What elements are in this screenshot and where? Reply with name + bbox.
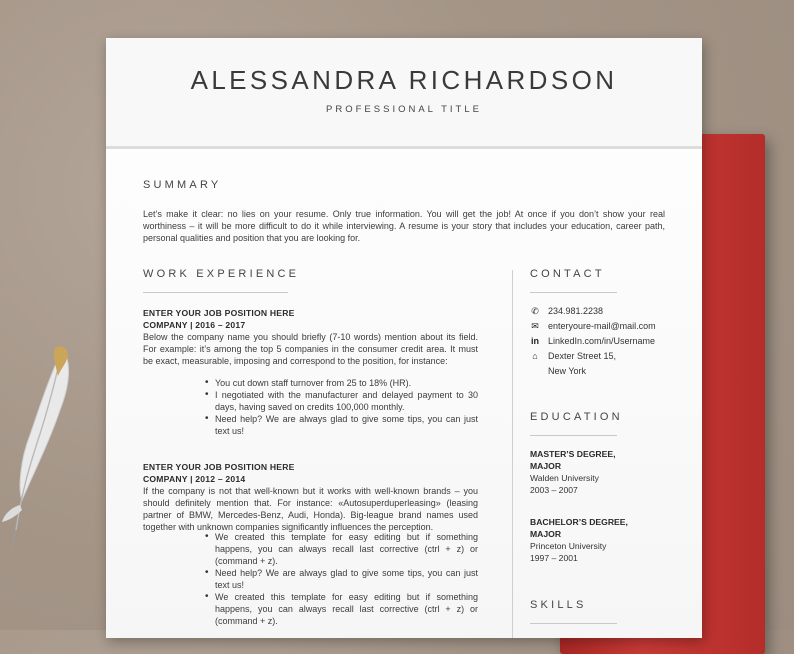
contact-linkedin bbox=[530, 334, 655, 348]
degree-title: BACHELOR’S DEGREE, bbox=[530, 517, 628, 527]
resume-page bbox=[106, 38, 702, 638]
school-years: 1997 – 2001 bbox=[530, 553, 578, 563]
contact-address bbox=[530, 349, 616, 363]
contact-divider bbox=[530, 292, 617, 293]
phone-icon: ✆ bbox=[531, 306, 539, 316]
resume-header bbox=[106, 38, 702, 149]
contact-email-text: enteryoure-mail@mail.com bbox=[548, 321, 656, 331]
contact-address-line2: New York bbox=[548, 366, 587, 376]
work-experience-divider bbox=[143, 292, 288, 293]
job-bullets bbox=[215, 531, 478, 627]
job-bullet: • You cut down staff turnover from 25 to 18% (HR). bbox=[215, 377, 478, 389]
job-bullet: • I negotiated with the manufacturer and delayed payment to 30 days, having saved on credits 100,000 monthly. bbox=[215, 389, 478, 413]
degree-title: MASTER’S DEGREE, bbox=[530, 449, 616, 459]
job-bullet: • We created this template for easy editing but if something happens, you can always recall last corrective (ctrl + z) or (command + z). bbox=[215, 531, 478, 567]
school-years: 2003 – 2007 bbox=[530, 485, 578, 495]
candidate-name: ALESSANDRA RICHARDSON bbox=[190, 65, 618, 95]
job-bullet: • We created this template for easy editing but if something happens, you can always recall last corrective (ctrl + z) or (command + z). bbox=[215, 591, 478, 627]
linkedin-icon: in bbox=[531, 336, 539, 346]
education-heading: EDUCATION bbox=[530, 411, 623, 423]
degree-major: MAJOR bbox=[530, 529, 562, 539]
home-icon: ⌂ bbox=[532, 351, 538, 361]
education-divider bbox=[530, 435, 617, 436]
skills-divider bbox=[530, 623, 617, 624]
job-description: Below the company name you should briefly (7-10 words) mention about its field. For example: it’s among the top 5 companies in the consumer credit area. It must be exact, measurable, imposing and correspond to the position, for instance: bbox=[143, 332, 478, 366]
feather-icon bbox=[0, 340, 90, 560]
job-company: COMPANY | 2012 – 2014 bbox=[143, 474, 246, 484]
envelope-icon: ✉ bbox=[531, 321, 539, 331]
school-name: Walden University bbox=[530, 473, 599, 483]
job-description: If the company is not that well-known but it works with well-known brands – you should definitely mention that. For instance: «Autosuperduperleasing» (leasing partner of BMW, Mercedes-Benz, Audi, Honda). Big-league brand names used together with unknown companies significantly influences the perception. bbox=[143, 486, 478, 532]
job-position: ENTER YOUR JOB POSITION HERE bbox=[143, 462, 295, 472]
contact-linkedin-text: LinkedIn.com/in/Username bbox=[548, 336, 656, 346]
job-bullets bbox=[215, 377, 478, 437]
job-position: ENTER YOUR JOB POSITION HERE bbox=[143, 308, 295, 318]
contact-address-2 bbox=[530, 364, 586, 378]
summary-heading: SUMMARY bbox=[143, 179, 222, 191]
education-entry bbox=[530, 516, 628, 564]
education-entry bbox=[530, 448, 615, 496]
job-company: COMPANY | 2016 – 2017 bbox=[143, 320, 246, 330]
school-name: Princeton University bbox=[530, 541, 607, 551]
professional-title: PROFESSIONAL TITLE bbox=[326, 104, 482, 115]
contact-address-line1: Dexter Street 15, bbox=[548, 351, 617, 361]
summary-text: Let’s make it clear: no lies on your resume. Only true information. You will get the job! At once if you don’t show your real worthiness – it will be more difficult to do it while interviewing. A resume is your story that includes your education, career path, personal qualities and position that you are looking for. bbox=[143, 209, 665, 243]
degree-major: MAJOR bbox=[530, 461, 562, 471]
contact-phone bbox=[530, 304, 603, 318]
work-experience-heading: WORK EXPERIENCE bbox=[143, 268, 300, 280]
skills-heading: SKILLS bbox=[530, 599, 587, 611]
contact-email bbox=[530, 319, 656, 333]
column-divider bbox=[512, 270, 513, 638]
contact-phone-text: 234.981.2238 bbox=[548, 306, 604, 316]
contact-heading: CONTACT bbox=[530, 268, 605, 280]
job-bullet: • Need help? We are always glad to give some tips, you can just text us! bbox=[215, 567, 478, 591]
job-bullet: • Need help? We are always glad to give some tips, you can just text us! bbox=[215, 413, 478, 437]
